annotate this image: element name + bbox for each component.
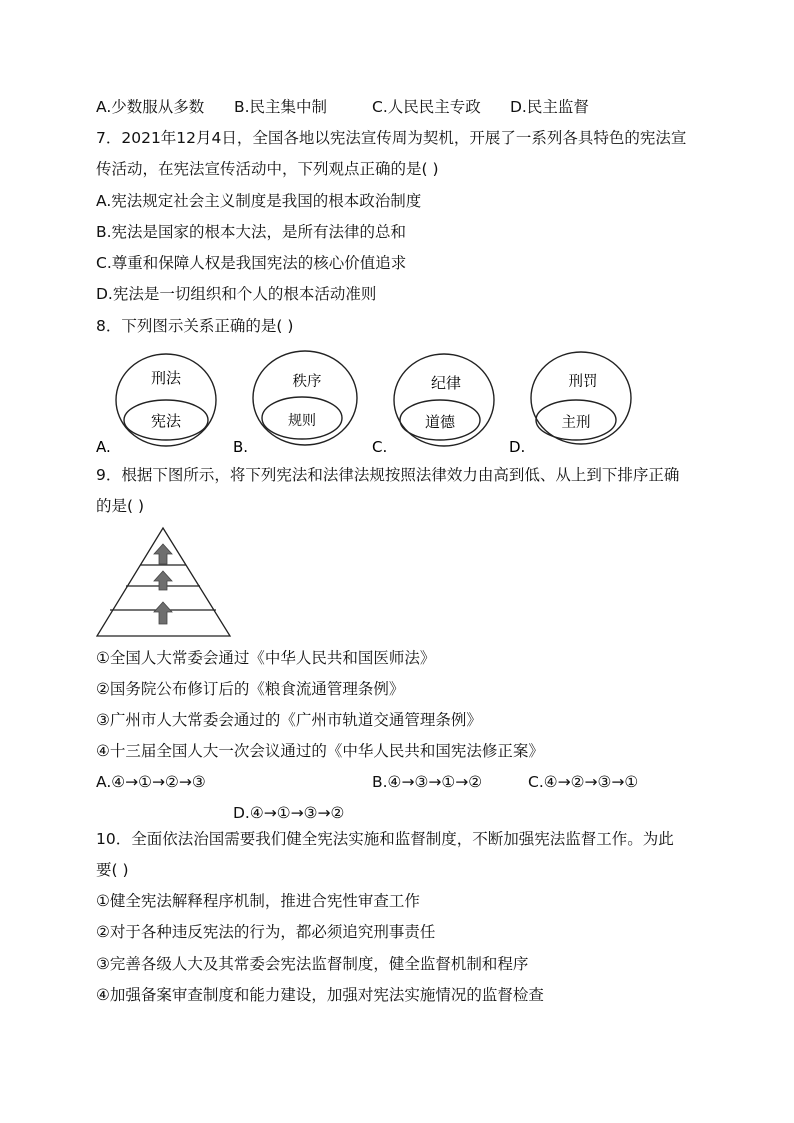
venn-diagram-d (509, 348, 649, 458)
q7-stem-line1: 7．2021年12月4日，全国各地以宪法宣传周为契机，开展了一系列各具特色的宪法宣 (96, 129, 687, 147)
option-label: C. (372, 438, 388, 456)
q9-option-c: C.④→②→③→① (528, 773, 639, 791)
inner-label: 主刑 (561, 415, 591, 431)
outer-label: 刑法 (150, 369, 182, 387)
law-pyramid-diagram (96, 526, 232, 638)
q7-option-b: B.宪法是国家的根本大法，是所有法律的总和 (96, 223, 407, 241)
option-label: B. (233, 438, 249, 456)
venn-diagram-c (372, 348, 512, 458)
q8-diagram-d (509, 348, 649, 458)
q9-item-4: ④十三届全国人大一次会议通过的《中华人民共和国宪法修正案》 (96, 742, 544, 760)
up-arrow-icon (154, 544, 172, 564)
inner-label: 规则 (288, 413, 316, 429)
q6-option-b: B.民主集中制 (234, 98, 328, 116)
q8-stem: 8．下列图示关系正确的是( ) (96, 317, 294, 335)
q10-item-1: ①健全宪法解释程序机制，推进合宪性审查工作 (96, 892, 420, 910)
q8-diagram-b (233, 348, 373, 458)
inner-label: 宪法 (150, 412, 182, 430)
q9-item-3: ③广州市人大常委会通过的《广州市轨道交通管理条例》 (96, 711, 482, 729)
q7-option-c: C.尊重和保障人权是我国宪法的核心价值追求 (96, 254, 407, 272)
q7-option-d: D.宪法是一切组织和个人的根本活动准则 (96, 285, 377, 303)
q10-item-3: ③完善各级人大及其常委会宪法监督制度，健全监督机制和程序 (96, 955, 529, 973)
q6-option-c: C.人民民主专政 (372, 98, 481, 116)
q10-item-4: ④加强备案审查制度和能力建设，加强对宪法实施情况的监督检查 (96, 986, 544, 1004)
q9-stem-line2: 的是( ) (96, 497, 145, 515)
q7-option-a: A.宪法规定社会主义制度是我国的根本政治制度 (96, 192, 422, 210)
outer-label: 秩序 (292, 374, 322, 390)
option-label: A. (96, 438, 111, 456)
q9-stem-line1: 9．根据下图所示，将下列宪法和法律法规按照法律效力由高到低、从上到下排序正确 (96, 466, 680, 484)
up-arrow-icon (154, 571, 172, 590)
q9-item-2: ②国务院公布修订后的《粮食流通管理条例》 (96, 680, 405, 698)
q10-stem-line2: 要( ) (96, 861, 129, 879)
q7-stem-line2: 传活动，在宪法宣传活动中，下列观点正确的是( ) (96, 160, 439, 178)
q6-option-d: D.民主监督 (510, 98, 589, 116)
venn-diagram-b (233, 348, 373, 458)
option-label: D. (509, 438, 526, 456)
outer-label: 纪律 (430, 374, 462, 392)
q9-option-b: B.④→③→①→② (372, 773, 483, 791)
venn-diagram-a (96, 348, 236, 458)
q9-item-1: ①全国人大常委会通过《中华人民共和国医师法》 (96, 649, 436, 667)
q8-diagram-c (372, 348, 512, 458)
up-arrow-icon (154, 602, 172, 624)
q10-stem-line1: 10．全面依法治国需要我们健全宪法实施和监督制度，不断加强宪法监督工作。为此 (96, 830, 674, 848)
q10-item-2: ②对于各种违反宪法的行为，都必须追究刑事责任 (96, 923, 436, 941)
inner-label: 道德 (424, 413, 456, 431)
q9-option-d: D.④→①→③→② (233, 804, 345, 822)
q8-diagram-a (96, 348, 236, 458)
q6-option-a: A.少数服从多数 (96, 98, 205, 116)
outer-circle (253, 351, 357, 445)
outer-label: 刑罚 (568, 374, 598, 390)
q9-option-a: A.④→①→②→③ (96, 773, 206, 791)
